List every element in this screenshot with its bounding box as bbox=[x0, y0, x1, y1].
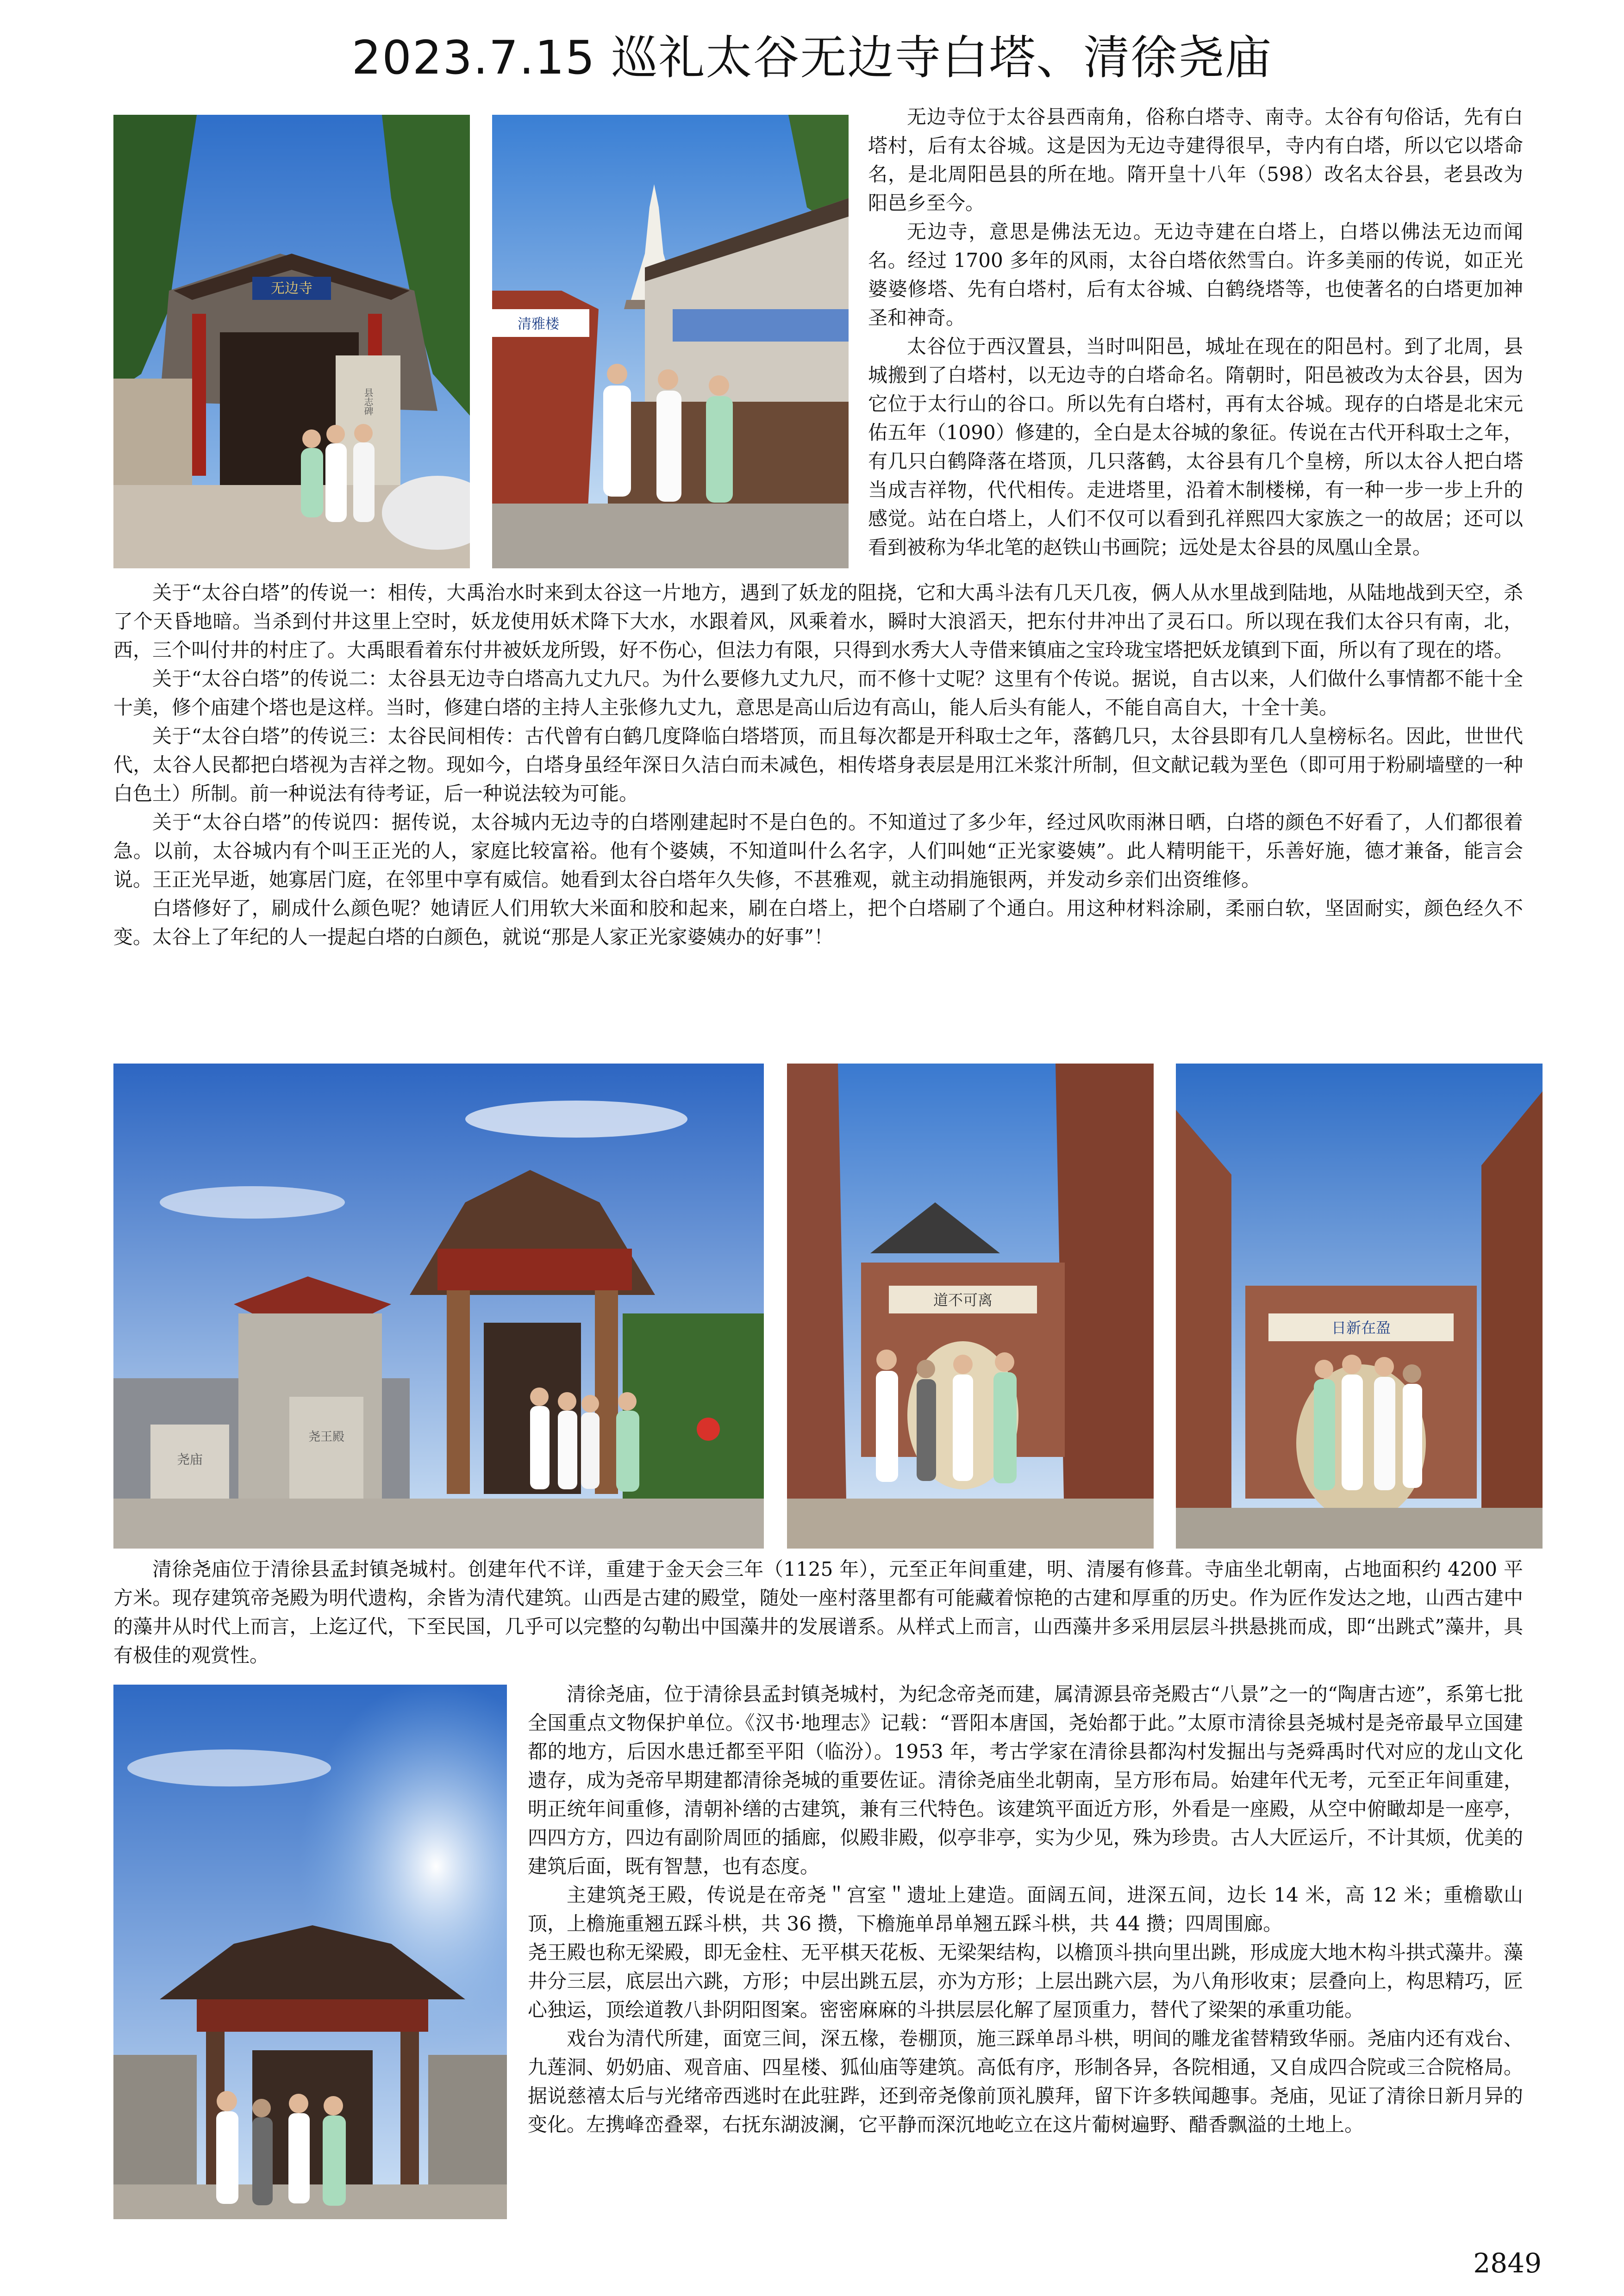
stele-text: 县志碑 bbox=[362, 388, 374, 416]
gate-plaque-text: 道不可离 bbox=[933, 1291, 993, 1309]
photo-yaomiao-main-gate bbox=[113, 1685, 507, 2219]
gate-plaque-text: 无边寺 bbox=[271, 280, 312, 297]
photo-yaomiao-round-gate bbox=[1176, 1064, 1543, 1549]
qingxu-intro-paragraph: 清徐尧庙位于清徐县孟封镇尧城村。创建年代不详，重建于金天会三年（1125 年），元至正年间重建，明、清屡有修葺。寺庙坐北朝南，占地面积约 4200 平方米。现存建筑帝尧殿为明代遗构，余皆为清代建筑。山西是古建的殿堂，随处一座村落里都有可能藏着惊艳的古建和厚重的历史。作为匠作发达之地，山西古建中的藻井从时代上而言，上迄辽代，下至民国，几乎可以完整的勾勒出中国藻井的发展谱系。从样式上而言，山西藻井多采用层层斗拱悬挑而成，即“出跳式”藻井，具有极佳的观赏性。 bbox=[113, 1558, 1523, 1667]
qingxu-paragraph: 尧王殿也称无梁殿，即无金柱、无平棋天花板、无梁架结构，以檐顶斗拱向里出跳，形成庞大地木构斗拱式藻井。藻井分三层，底层出六跳，方形；中层出跳五层，亦为方形；上层出跳六层，为八角形收束；层叠向上，构思精巧，匠心独运，顶绘道教八卦阴阳图案。密密麻麻的斗拱层层化解了屋顶重力，替代了梁架的承重功能。 bbox=[528, 1941, 1523, 2021]
qingxu-text bbox=[528, 1680, 1523, 2139]
legend-paragraph: 关于“太谷白塔”的传说三：太谷民间相传：古代曾有白鹤几度降临白塔塔顶，而且每次都是开科取士之年，落鹤几只，太谷县即有几人皇榜标名。因此，世世代代，太谷人民都把白塔视为吉祥之物。现如今，白塔身虽经年深日久洁白而未减色，相传塔身表层是用江米浆汁所制，但文献记载为垩色（即可用于粉刷墙壁的一种白色土）所制。前一种说法有待考证，后一种说法较为可能。 bbox=[113, 725, 1523, 805]
gate-plaque-text: 日新在盈 bbox=[1331, 1319, 1391, 1337]
qingxu-intro-text bbox=[113, 1555, 1523, 1670]
photo-wubian-temple-gate bbox=[113, 115, 470, 568]
qingxu-paragraph: 清徐尧庙，位于清徐县孟封镇尧城村，为纪念帝尧而建，属清源县帝尧殿古“八景”之一的“陶唐古迹”，系第七批全国重点文物保护单位。《汉书·地理志》记载：“晋阳本唐国，尧始都于此。”太原市清徐县尧城村是尧帝最早立国建都的地方，后因水患迁都至平阳（临汾）。1953 年，考古学家在清徐县都沟村发掘出与尧舜禹时代对应的龙山文化遗存，成为尧帝早期建都清徐尧城的重要佐证。清徐尧庙坐北朝南，呈方形布局。始建年代无考，元至正年间重建，明正统年间重修，清朝补缮的古建筑，兼有三代特色。该建筑平面近方形，外看是一座殿，从空中俯瞰却是一座亭，四四方方，四边有副阶周匝的插廊，似殿非殿，似亭非亭，实为少见，殊为珍贵。古人大匠运斤，不计其烦，优美的建筑后面，既有智慧，也有态度。 bbox=[528, 1683, 1523, 1878]
photo-yaomiao-inner-gate bbox=[787, 1064, 1154, 1549]
shop-sign-text: 清雅楼 bbox=[518, 316, 559, 332]
stele-text-2: 尧王殿 bbox=[308, 1430, 345, 1444]
intro-paragraph: 无边寺，意思是佛法无边。无边寺建在白塔上，白塔以佛法无边而闻名。经过 1700 多年的风雨，太谷白塔依然雪白。许多美丽的传说，如正光婆婆修塔、先有白塔村，后有太谷城、白鹤绕塔等，也使著名的白塔更加神圣和神奇。 bbox=[868, 220, 1523, 329]
legend-paragraph: 关于“太谷白塔”的传说二：太谷县无边寺白塔高九丈九尺。为什么要修九丈九尺，而不修十丈呢？这里有个传说。据说，自古以来，人们做什么事情都不能十全十美，修个庙建个塔也是这样。当时，修建白塔的主持人主张修九丈九，意思是高山后边有高山，能人后头有能人，不能自高自大，十全十美。 bbox=[113, 667, 1523, 719]
page-title: 2023.7.15 巡礼太谷无边寺白塔、清徐尧庙 bbox=[351, 31, 1273, 85]
legend-paragraph: 关于“太谷白塔”的传说一：相传，大禹治水时来到太谷这一片地方，遇到了妖龙的阻挠，它和大禹斗法有几天几夜，俩人从水里战到陆地，从陆地战到天空，杀了个天昏地暗。当杀到付井这里上空时，妖龙使用妖术降下大水，水跟着风，风乘着水，瞬时大浪滔天，把东付井冲出了灵石口。所以现在我们太谷只有南，北，西，三个叫付井的村庄了。大禹眼看着东付井被妖龙所毁，好不伤心，但法力有限，只得到水秀大人寺借来镇庙之宝玲珑宝塔把妖龙镇到下面，所以有了现在的塔。 bbox=[113, 581, 1523, 661]
legend-paragraph: 关于“太谷白塔”的传说四：据传说，太谷城内无边寺的白塔刚建起时不是白色的。不知道过了多少年，经过风吹雨淋日晒，白塔的颜色不好看了，人们都很着急。以前，太谷城内有个叫王正光的人，家庭比较富裕。他有个婆姨，不知道叫什么名字，人们叫她“正光家婆姨”。此人精明能干，乐善好施，德才兼备，能言会说。王正光早逝，她寡居门庭，在邻里中享有威信。她看到太谷白塔年久失修，不甚雅观，就主动捐施银两，并发动乡亲们出资维修。 bbox=[113, 811, 1523, 891]
stele-text-1: 尧庙 bbox=[176, 1452, 203, 1467]
page-number: 2849 bbox=[1473, 2247, 1542, 2279]
qingxu-paragraph: 戏台为清代所建，面宽三间，深五椽，卷棚顶，施三踩单昂斗栱，明间的雕龙雀替精致华丽。尧庙内还有戏台、九莲洞、奶奶庙、观音庙、四星楼、狐仙庙等建筑。高低有序，形制各异，各院相通，又自成四合院或三合院格局。据说慈禧太后与光绪帝西逃时在此驻跸，还到帝尧像前顶礼膜拜，留下许多轶闻趣事。尧庙，见证了清徐日新月异的变化。左携峰峦叠翠，右抚东湖波澜，它平静而深沉地屹立在这片葡树遍野、醋香飘溢的土地上。 bbox=[528, 2027, 1523, 2136]
photo-white-pagoda-street bbox=[492, 115, 849, 568]
intro-text bbox=[868, 103, 1523, 562]
legend-paragraph: 白塔修好了，刷成什么颜色呢？她请匠人们用软大米面和胶和起来，刷在白塔上，把个白塔刷了个通白。用这种材料涂刷，柔丽白软，坚固耐实，颜色经久不变。太谷上了年纪的人一提起白塔的白颜色，就说“那是人家正光家婆姨办的好事”！ bbox=[113, 897, 1523, 948]
photo-yaomiao-archway bbox=[113, 1064, 764, 1549]
legends-text bbox=[113, 579, 1523, 952]
intro-paragraph: 太谷位于西汉置县，当时叫阳邑，城址在现在的阳邑村。到了北周，县城搬到了白塔村，以无边寺的白塔命名。隋朝时，阳邑被改为太谷县，因为它位于太行山的谷口。所以先有白塔村，再有太谷城。现存的白塔是北宋元佑五年（1090）修建的，全白是太谷城的象征。传说在古代开科取士之年，有几只白鹤降落在塔顶，几只落鹤，太谷县有几个皇榜，所以太谷人把白塔当成吉祥物，代代相传。走进塔里，沿着木制楼梯，有一种一步一步上升的感觉。站在白塔上，人们不仅可以看到孔祥熙四大家族之一的故居；还可以看到被称为华北笔的赵铁山书画院；远处是太谷县的凤凰山全景。 bbox=[868, 335, 1523, 559]
qingxu-paragraph: 主建筑尧王殿，传说是在帝尧＂宫室＂遗址上建造。面阔五间，进深五间，边长 14 米，高 12 米；重檐歇山顶，上檐施重翘五踩斗栱，共 36 攒，下檐施单昂单翘五踩斗栱，共 44 攒；四周围廊。 bbox=[528, 1884, 1523, 1935]
intro-paragraph: 无边寺位于太谷县西南角，俗称白塔寺、南寺。太谷有句俗话，先有白塔村，后有太谷城。这是因为无边寺建得很早，寺内有白塔，所以它以塔命名，是北周阳邑县的所在地。隋开皇十八年（598）改名太谷县，老县改为阳邑乡至今。 bbox=[868, 106, 1523, 214]
